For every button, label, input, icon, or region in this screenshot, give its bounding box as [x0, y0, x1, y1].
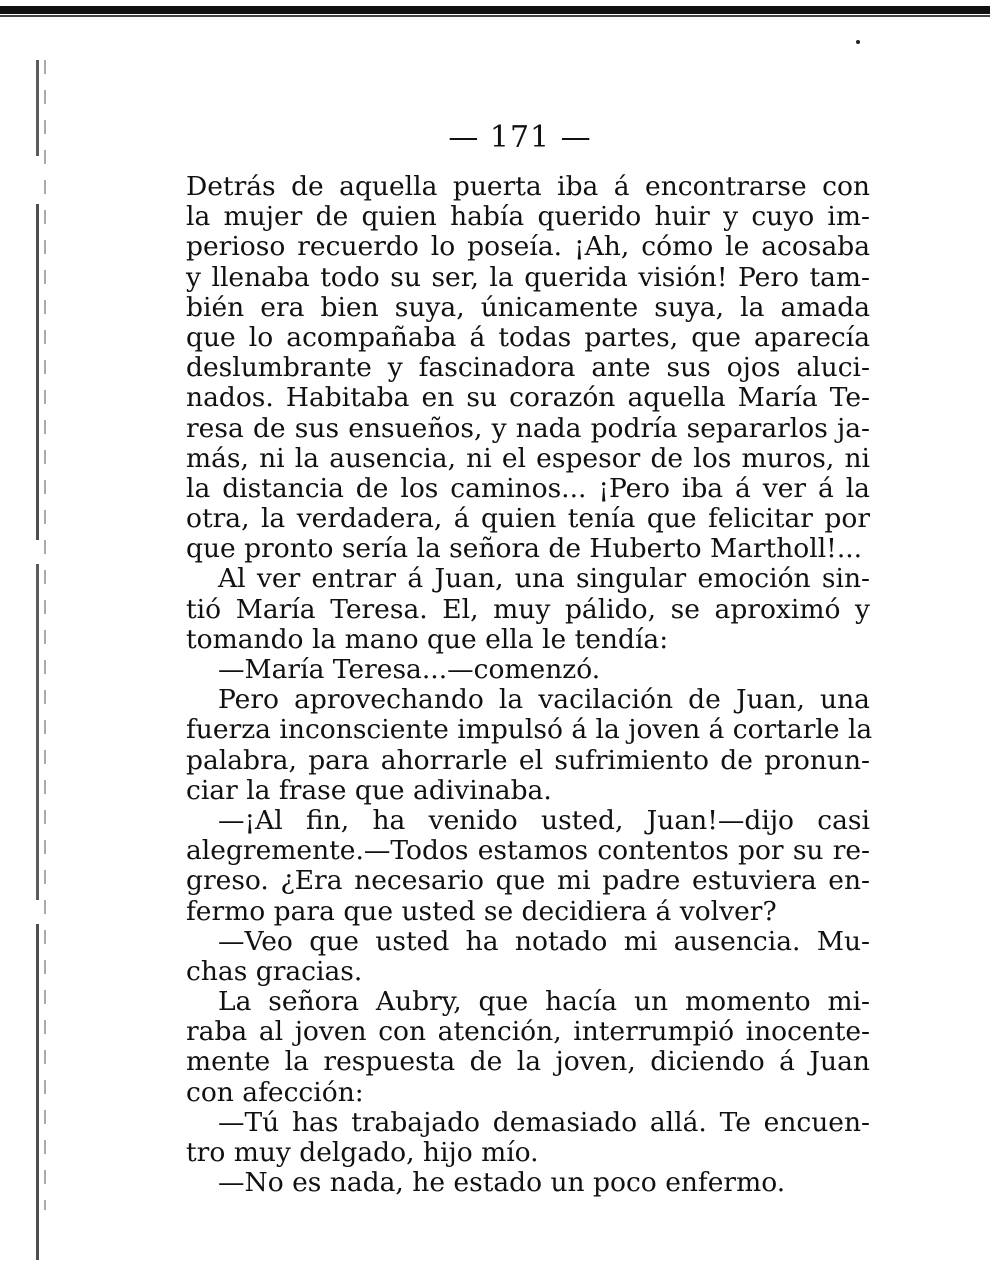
scan-left-edge-shadow	[36, 60, 39, 1260]
text-line: deslumbrante y fascinadora ante sus ojos aluci-	[186, 352, 870, 384]
text-line: con afección:	[186, 1076, 364, 1108]
text-line: mente la respuesta de la joven, diciendo á Juan	[186, 1046, 870, 1078]
text-line: la mujer de quien había querido huir y cuyo im-	[186, 201, 870, 233]
text-line: La señora Aubry, que hacía un momento mi-	[218, 986, 870, 1018]
text-line: que lo acompañaba á todas partes, que aparecía	[186, 321, 870, 353]
text-line: tomando la mano que ella le tendía:	[186, 623, 669, 655]
text-line: —No es nada, he estado un poco enfermo.	[218, 1167, 786, 1199]
top-border-rule	[0, 6, 990, 14]
text-line: tió María Teresa. El, muy pálido, se aproximó y	[186, 593, 870, 625]
text-line: más, ni la ausencia, ni el espesor de los muros, ni	[186, 442, 870, 474]
text-line: Pero aprovechando la vacilación de Juan, una	[218, 684, 870, 716]
text-line: greso. ¿Era necesario que mi padre estuviera en-	[186, 865, 870, 897]
scan-speck	[856, 40, 860, 44]
text-line: fuerza inconsciente impulsó á la joven á cortarle la	[186, 714, 873, 746]
body-text	[186, 171, 873, 1199]
text-line: perioso recuerdo lo poseía. ¡Ah, cómo le acosaba	[186, 231, 870, 263]
text-line: alegremente.—Todos estamos contentos por su re-	[186, 835, 870, 867]
text-line: —Tú has trabajado demasiado allá. Te encuen-	[218, 1106, 870, 1138]
top-border-rule-thin	[0, 15, 990, 17]
text-line: ciar la frase que adivinaba.	[186, 774, 552, 806]
text-line: raba al joven con atención, interrumpió inocente-	[186, 1016, 870, 1048]
text-line: fermo para que usted se decidiera á volver?	[186, 895, 777, 927]
text-line: chas gracias.	[186, 955, 363, 987]
text-line: la distancia de los caminos... ¡Pero iba á ver á la	[186, 472, 870, 504]
text-line: que pronto sería la señora de Huberto Martholl!...	[186, 533, 863, 565]
text-line: tro muy delgado, hijo mío.	[186, 1137, 539, 1168]
page-number: — 171 —	[448, 120, 592, 155]
text-line: —¡Al fin, ha venido usted, Juan!—dijo casi	[218, 804, 870, 836]
text-line: —Veo que usted ha notado mi ausencia. Mu-	[218, 925, 870, 957]
text-line: Detrás de aquella puerta iba á encontrarse con	[186, 171, 870, 202]
text-line: palabra, para ahorrarle el sufrimiento de pronun-	[186, 744, 870, 776]
text-line: —María Teresa...—comenzó.	[218, 654, 601, 685]
text-line: otra, la verdadera, á quien tenía que felicitar por	[186, 503, 870, 535]
text-line: Al ver entrar á Juan, una singular emoción sin-	[218, 563, 870, 595]
text-line: bién era bien suya, únicamente suya, la amada	[186, 291, 870, 323]
scan-left-edge-shadow-secondary	[44, 60, 46, 1210]
text-line: resa de sus ensueños, y nada podría separarlos ja-	[186, 412, 870, 444]
text-line: nados. Habitaba en su corazón aquella María Te-	[186, 382, 870, 414]
text-line: y llenaba todo su ser, la querida visión! Pero tam-	[186, 261, 870, 293]
